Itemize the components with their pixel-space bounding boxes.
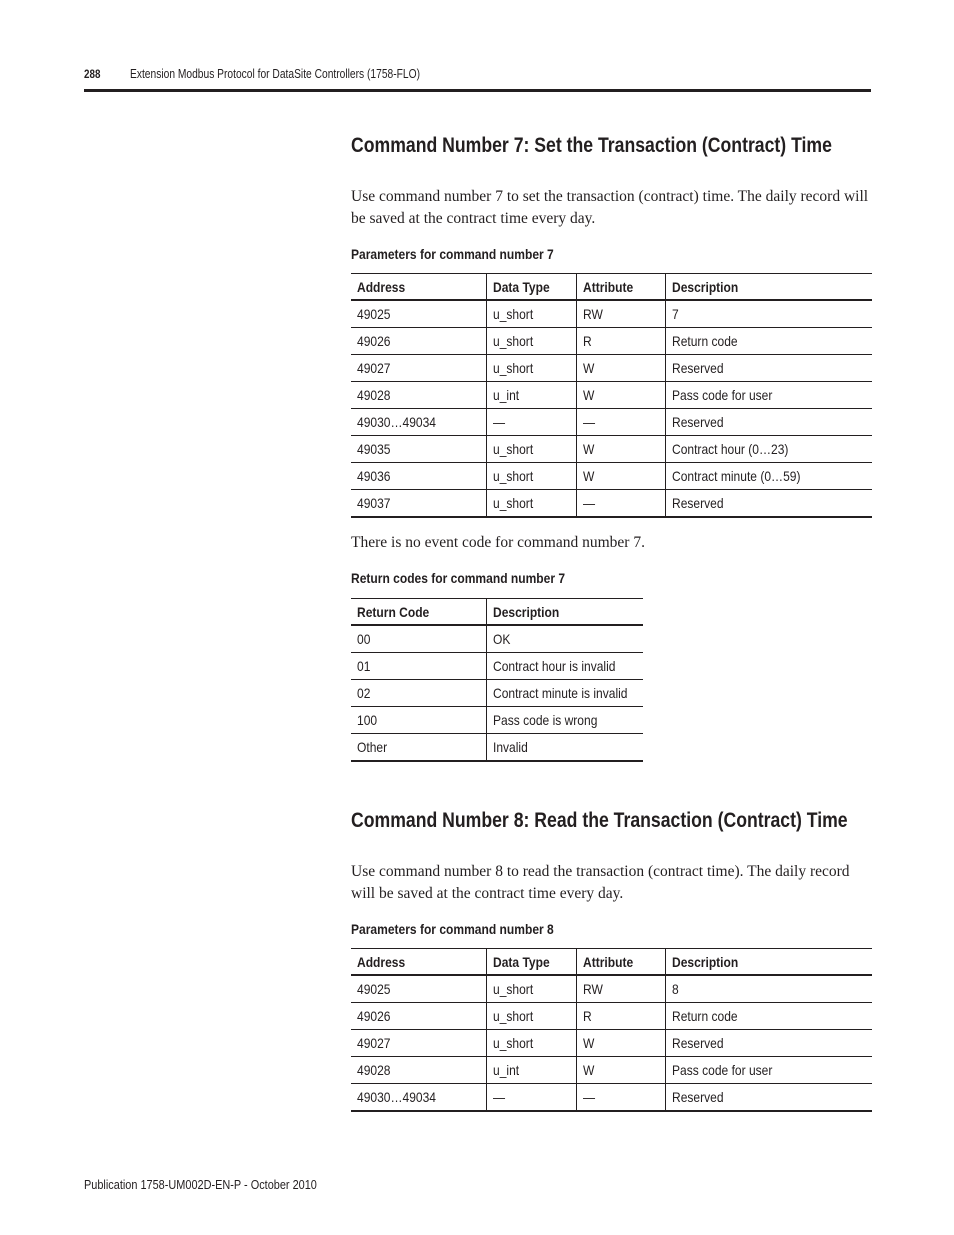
cell-value: W: [582, 360, 594, 376]
table-row: [351, 490, 872, 518]
cell-value: Contract minute is invalid: [492, 685, 628, 701]
section-heading: Command Number 7: Set the Transaction (Contract) Time: [351, 134, 832, 157]
table-cell: [351, 975, 486, 1003]
column-header-label: Description: [671, 278, 738, 295]
publication-footer: Publication 1758-UM002D-EN-P - October 2010: [84, 1177, 317, 1192]
cell-value: Reserved: [671, 414, 724, 430]
column-header: [351, 274, 486, 301]
column-header-label: Description: [492, 603, 559, 620]
table-cell: [576, 300, 665, 328]
table-cell: [351, 463, 486, 490]
table-cell: [576, 490, 665, 518]
table-row: [351, 1003, 872, 1030]
table-cell: [486, 300, 576, 328]
cell-value: 49025: [357, 306, 391, 322]
cell-value: 49028: [357, 387, 391, 403]
cell-value: Contract hour is invalid: [492, 658, 615, 674]
section-intro: Use command number 8 to read the transaction (contract time). The daily record will be saved at the contract time every day.: [351, 863, 850, 902]
table-cell: [576, 328, 665, 355]
cell-value: R: [582, 333, 592, 349]
table-row: [351, 1084, 872, 1112]
section-7-return-caption-wrap: [351, 570, 872, 586]
table-caption: Parameters for command number 7: [351, 246, 554, 262]
cell-value: u_short: [492, 333, 533, 349]
cell-value: 49035: [357, 441, 391, 457]
section-intro: Use command number 7 to set the transaction (contract) time. The daily record will be saved at the contract time every day.: [351, 188, 869, 227]
table-header-row: [351, 949, 872, 976]
table-cell: [351, 625, 486, 653]
cell-value: —: [492, 1089, 505, 1105]
table-row: [351, 975, 872, 1003]
table-cell: [486, 1057, 576, 1084]
table-row: [351, 734, 643, 762]
cell-value: Pass code for user: [671, 1062, 772, 1078]
table-row: [351, 463, 872, 490]
cell-value: 49030…49034: [357, 1089, 437, 1105]
section-command-8: [351, 809, 872, 833]
cell-value: W: [582, 387, 594, 403]
table-cell: [486, 975, 576, 1003]
cell-value: R: [582, 1008, 592, 1024]
table-cell: [351, 300, 486, 328]
table-caption: Return codes for command number 7: [351, 570, 566, 586]
table-row: [351, 382, 872, 409]
cell-value: W: [582, 468, 594, 484]
event-code-note: There is no event code for command number 7.: [351, 534, 645, 551]
cell-value: Other: [357, 739, 388, 755]
table-header-row: [351, 274, 872, 301]
cell-value: 49037: [357, 495, 391, 511]
table-row: [351, 436, 872, 463]
cell-value: 49036: [357, 468, 391, 484]
table-cell: [351, 1030, 486, 1057]
table-header-row: [351, 599, 643, 626]
column-header: [486, 599, 643, 626]
table-cell: [665, 1030, 872, 1057]
table-row: [351, 355, 872, 382]
column-header-label: Description: [671, 953, 738, 970]
table-cell: [576, 463, 665, 490]
table-cell: [576, 1084, 665, 1112]
cell-value: RW: [582, 306, 603, 322]
cell-value: W: [582, 1062, 594, 1078]
table-cell: [665, 463, 872, 490]
cell-value: u_int: [492, 387, 519, 403]
table-cell: [486, 625, 643, 653]
column-header: [665, 274, 872, 301]
table-cell: [665, 975, 872, 1003]
table-cell: [486, 680, 643, 707]
parameters-table-7: [351, 273, 872, 518]
column-header-label: Return Code: [357, 603, 430, 620]
table-cell: [665, 1057, 872, 1084]
parameters-table-8: [351, 948, 872, 1112]
cell-value: 49026: [357, 333, 391, 349]
cell-value: —: [582, 1089, 595, 1105]
section-8-params-table-wrap: [351, 948, 872, 1112]
column-header: [351, 599, 486, 626]
table-cell: [486, 490, 576, 518]
column-header-label: Data Type: [492, 278, 550, 295]
table-cell: [486, 409, 576, 436]
cell-value: Return code: [671, 333, 738, 349]
cell-value: 49027: [357, 1035, 391, 1051]
table-cell: [486, 1084, 576, 1112]
table-row: [351, 707, 643, 734]
cell-value: Pass code is wrong: [492, 712, 597, 728]
table-cell: [576, 382, 665, 409]
cell-value: u_short: [492, 360, 533, 376]
table-cell: [351, 409, 486, 436]
section-command-7: [351, 134, 872, 158]
table-cell: [665, 355, 872, 382]
table-cell: [351, 707, 486, 734]
table-cell: [665, 382, 872, 409]
table-cell: [576, 436, 665, 463]
table-cell: [486, 436, 576, 463]
cell-value: 49027: [357, 360, 391, 376]
table-cell: [486, 707, 643, 734]
column-header-label: Attribute: [582, 278, 633, 295]
table-cell: [351, 734, 486, 762]
cell-value: u_int: [492, 1062, 519, 1078]
cell-value: Reserved: [671, 1035, 724, 1051]
cell-value: 49026: [357, 1008, 391, 1024]
section-8-intro-wrap: [351, 861, 872, 904]
column-header: [665, 949, 872, 976]
section-8-params-caption-wrap: [351, 921, 872, 937]
cell-value: OK: [492, 631, 510, 647]
cell-value: u_short: [492, 981, 533, 997]
table-cell: [351, 1003, 486, 1030]
table-cell: [576, 1030, 665, 1057]
cell-value: Contract hour (0…23): [671, 441, 788, 457]
column-header: [486, 274, 576, 301]
table-cell: [486, 734, 643, 762]
table-cell: [486, 355, 576, 382]
table-cell: [486, 382, 576, 409]
cell-value: Pass code for user: [671, 387, 772, 403]
table-cell: [486, 328, 576, 355]
column-header-label: Address: [357, 953, 406, 970]
section-7-event-note-wrap: [351, 532, 872, 554]
table-cell: [576, 409, 665, 436]
table-cell: [665, 1003, 872, 1030]
cell-value: W: [582, 441, 594, 457]
running-title: Extension Modbus Protocol for DataSite Controllers (1758-FLO): [130, 67, 420, 81]
cell-value: 7: [671, 306, 679, 322]
table-cell: [576, 975, 665, 1003]
table-cell: [576, 355, 665, 382]
table-cell: [486, 463, 576, 490]
section-7-return-table-wrap: [351, 598, 643, 762]
cell-value: Reserved: [671, 1089, 724, 1105]
cell-value: u_short: [492, 468, 533, 484]
table-cell: [665, 409, 872, 436]
return-codes-table-7: [351, 598, 643, 762]
table-cell: [576, 1003, 665, 1030]
table-row: [351, 300, 872, 328]
table-cell: [351, 490, 486, 518]
cell-value: u_short: [492, 1008, 533, 1024]
table-cell: [351, 653, 486, 680]
table-cell: [351, 436, 486, 463]
table-cell: [665, 1084, 872, 1112]
table-cell: [351, 1057, 486, 1084]
table-row: [351, 1030, 872, 1057]
cell-value: Contract minute (0…59): [671, 468, 800, 484]
table-row: [351, 328, 872, 355]
cell-value: Reserved: [671, 495, 724, 511]
cell-value: u_short: [492, 306, 533, 322]
table-cell: [351, 355, 486, 382]
page-number: 288: [84, 67, 101, 81]
table-row: [351, 409, 872, 436]
table-cell: [665, 436, 872, 463]
cell-value: 02: [357, 685, 371, 701]
cell-value: 8: [671, 981, 679, 997]
cell-value: —: [582, 414, 595, 430]
table-row: [351, 1057, 872, 1084]
table-row: [351, 680, 643, 707]
cell-value: Reserved: [671, 360, 724, 376]
table-cell: [351, 328, 486, 355]
section-heading: Command Number 8: Read the Transaction (Contract) Time: [351, 809, 848, 832]
cell-value: 49028: [357, 1062, 391, 1078]
table-cell: [486, 1030, 576, 1057]
column-header-label: Address: [357, 278, 406, 295]
table-cell: [665, 490, 872, 518]
column-header: [486, 949, 576, 976]
table-cell: [486, 653, 643, 680]
table-cell: [351, 680, 486, 707]
column-header-label: Data Type: [492, 953, 550, 970]
cell-value: 100: [357, 712, 378, 728]
cell-value: u_short: [492, 495, 533, 511]
cell-value: RW: [582, 981, 603, 997]
table-caption: Parameters for command number 8: [351, 921, 554, 937]
column-header-label: Attribute: [582, 953, 633, 970]
section-7-params-table-wrap: [351, 273, 872, 518]
cell-value: 01: [357, 658, 371, 674]
table-row: [351, 653, 643, 680]
table-cell: [351, 382, 486, 409]
header-rule: [84, 89, 871, 92]
cell-value: u_short: [492, 441, 533, 457]
table-cell: [351, 1084, 486, 1112]
cell-value: —: [582, 495, 595, 511]
cell-value: 49030…49034: [357, 414, 437, 430]
column-header: [576, 949, 665, 976]
column-header: [351, 949, 486, 976]
table-cell: [665, 300, 872, 328]
cell-value: u_short: [492, 1035, 533, 1051]
cell-value: —: [492, 414, 505, 430]
table-cell: [576, 1057, 665, 1084]
cell-value: 49025: [357, 981, 391, 997]
section-7-intro-wrap: [351, 186, 872, 229]
cell-value: 00: [357, 631, 371, 647]
table-cell: [486, 1003, 576, 1030]
cell-value: Invalid: [492, 739, 528, 755]
section-7-params-caption-wrap: [351, 246, 872, 262]
cell-value: Return code: [671, 1008, 738, 1024]
cell-value: W: [582, 1035, 594, 1051]
column-header: [576, 274, 665, 301]
table-row: [351, 625, 643, 653]
table-cell: [665, 328, 872, 355]
